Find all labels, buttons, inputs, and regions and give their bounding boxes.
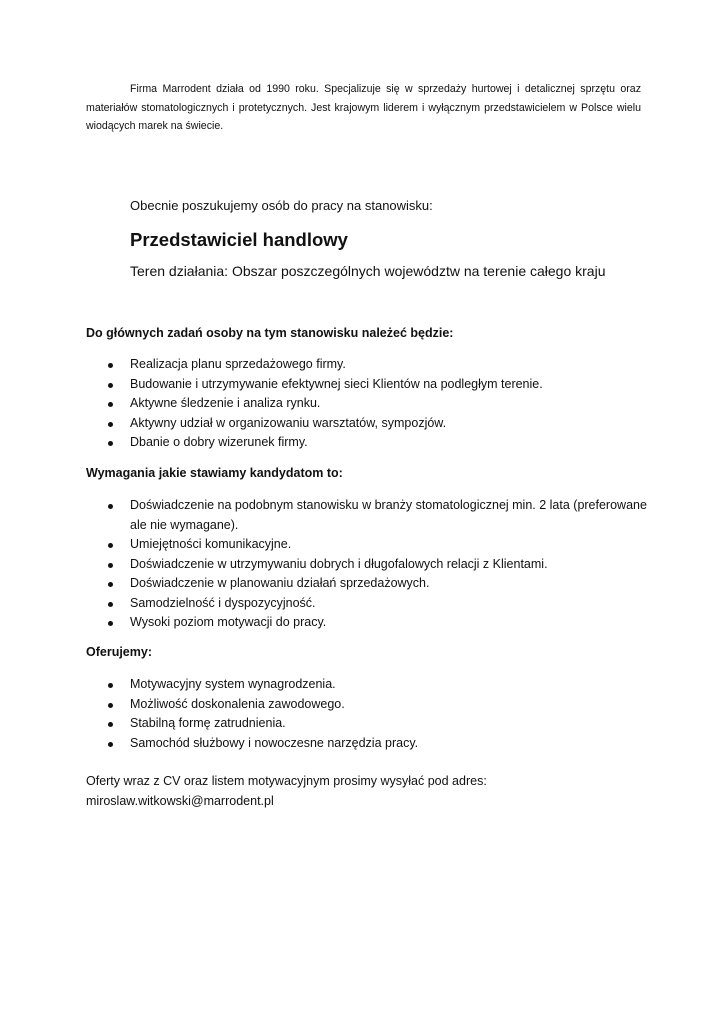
- bullet-icon: [108, 363, 113, 368]
- list-item: Samodzielność i dyspozycyjność.: [86, 594, 650, 614]
- list-item: Aktywne śledzenie i analiza rynku.: [86, 394, 650, 414]
- company-intro: Firma Marrodent działa od 1990 roku. Specjalizuje się w sprzedaży hurtowej i detalicznej sprzętu oraz materiałów stomatologicznych i protetycznych. Jest krajowym liderem i wyłącznym przedstawicielem w Polsce wielu wiodących marek na świecie.: [86, 83, 641, 132]
- requirements-heading: Wymagania jakie stawiamy kandydatom to:: [86, 466, 343, 480]
- list-item: Aktywny udział w organizowaniu warsztatów, sympozjów.: [86, 414, 650, 434]
- list-item: Doświadczenie na podobnym stanowisku w branży stomatologicznej min. 2 lata (preferowane ale nie wymagane).: [86, 496, 650, 535]
- bullet-icon: [108, 563, 113, 568]
- list-item: Umiejętności komunikacyjne.: [86, 535, 650, 555]
- bullet-icon: [108, 383, 113, 388]
- offer-heading: Oferujemy:: [86, 645, 152, 659]
- contact-text: Oferty wraz z CV oraz listem motywacyjnym prosimy wysyłać pod adres:: [86, 774, 487, 788]
- list-item: Dbanie o dobry wizerunek firmy.: [86, 433, 650, 453]
- list-item: Doświadczenie w utrzymywaniu dobrych i długofalowych relacji z Klientami.: [86, 555, 650, 575]
- list-item: Możliwość doskonalenia zawodowego.: [86, 695, 650, 715]
- work-area: Teren działania: Obszar poszczególnych województw na terenie całego kraju: [130, 263, 606, 279]
- duties-list: [86, 355, 650, 453]
- list-item: Realizacja planu sprzedażowego firmy.: [86, 355, 650, 375]
- bullet-icon: [108, 722, 113, 727]
- list-item: Budowanie i utrzymywanie efektywnej sieci Klientów na podległym terenie.: [86, 375, 650, 395]
- bullet-icon: [108, 621, 113, 626]
- bullet-icon: [108, 602, 113, 607]
- list-item: Samochód służbowy i nowoczesne narzędzia pracy.: [86, 734, 650, 754]
- bullet-icon: [108, 582, 113, 587]
- bullet-icon: [108, 683, 113, 688]
- bullet-icon: [108, 504, 113, 509]
- list-item: Wysoki poziom motywacji do pracy.: [86, 613, 650, 633]
- list-item: Motywacyjny system wynagrodzenia.: [86, 675, 650, 695]
- duties-heading: Do głównych zadań osoby na tym stanowisku należeć będzie:: [86, 326, 454, 340]
- job-title: Przedstawiciel handlowy: [130, 229, 348, 250]
- offer-list: [86, 675, 650, 753]
- contact-block: [86, 772, 487, 811]
- bullet-icon: [108, 422, 113, 427]
- bullet-icon: [108, 742, 113, 747]
- bullet-icon: [108, 441, 113, 446]
- bullet-icon: [108, 703, 113, 708]
- list-item: Doświadczenie w planowaniu działań sprzedażowych.: [86, 574, 650, 594]
- bullet-icon: [108, 402, 113, 407]
- list-item: Stabilną formę zatrudnienia.: [86, 714, 650, 734]
- requirements-list: [86, 496, 650, 633]
- lead-text: Obecnie poszukujemy osób do pracy na stanowisku:: [130, 198, 433, 213]
- contact-email: miroslaw.witkowski@marrodent.pl: [86, 793, 274, 808]
- bullet-icon: [108, 543, 113, 548]
